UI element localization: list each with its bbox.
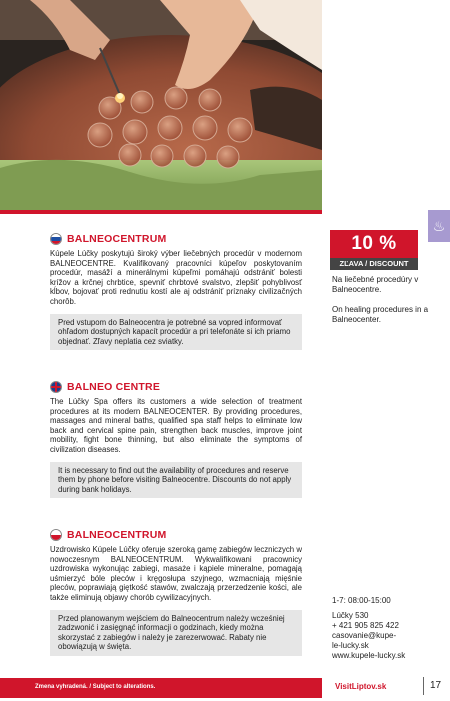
discount-badge xyxy=(330,230,418,270)
section-note: Pred vstupom do Balneocentra je potrebné sa vopred informovať ohľadom dostupných kapacít procedúr a pri telefonáte si ich priamo objednať. Zľavy neplatia cez sviatky. xyxy=(50,314,302,351)
contact-address: Lúčky 530 xyxy=(332,611,369,620)
discount-note-sk: Na liečebné procedúry v Balneocentre. xyxy=(332,275,419,294)
contact-email-line1[interactable]: casovanie@kupe- xyxy=(332,631,397,640)
section-slovak xyxy=(50,232,302,350)
footer-bar xyxy=(0,678,322,698)
discount-percent: 10 % xyxy=(330,230,418,258)
section-tab xyxy=(428,210,450,242)
hero-photo xyxy=(0,0,322,210)
uk-flag-icon xyxy=(50,381,62,393)
contact-phone[interactable]: + 421 905 825 422 xyxy=(332,621,399,630)
contact-hours: 1-7: 08:00-15:00 xyxy=(332,596,391,605)
spa-icon: ♨ xyxy=(432,217,446,234)
contact-email-line2[interactable]: le-lucky.sk xyxy=(332,641,369,650)
footer-disclaimer: Zmena vyhradená. / Subject to alterations. xyxy=(35,684,156,690)
section-body: The Lúčky Spa offers its customers a wide selection of treatment procedures at its modern BALNEOCENTER. By providing procedures, massages and mineral baths, qualified spa staff helps to eliminate low back and cervical spine pain, strengthen back muscles, improve joint mobility, fight bone thinning, but also eliminate the symptoms of civilization diseases. xyxy=(50,397,302,454)
cupping-treatment-image xyxy=(0,0,322,210)
section-polish xyxy=(50,528,302,656)
page-number: 17 xyxy=(430,680,442,691)
section-body: Kúpele Lúčky poskytujú široký výber liečebných procedúr v modernom BALNEOCENTRE. Kvalifikovaný pracovníci kúpeľov poskytovaním procedúr, masáží a minerálnymi kúpeľmi pomáhajú odstrániť bolesti krížov a krčnej chrbtice, spevniť chrbtové svalstvo, zlepšiť pohyblivosť kĺbov, bojovať proti rednutiu kostí ale aj odstrániť príznaky civilizačných chorôb. xyxy=(50,249,302,306)
photo-accent-bar xyxy=(0,210,322,214)
slovak-flag-icon xyxy=(50,233,62,245)
polish-flag-icon xyxy=(50,529,62,541)
section-title: BALNEOCENTRUM xyxy=(67,529,167,541)
section-body: Uzdrowisko Kúpele Lúčky oferuje szeroką gamę zabiegów leczniczych w nowoczesnym BALNEOCENTRUM. Wykwalifikowani pracownicy uzdrowiska wykonując zabiegi, masaże i kąpiele mineralne, pomagają uśmierzyć bóle pleców i kręgosłupa szyjnego, wzmacniają mięśnie pleców, poprawiają giętkość stawów, zwalczają przerzedzenie kości, ale także eliminują objawy chorób cywilizacyjnych. xyxy=(50,545,302,602)
contact-website[interactable]: www.kupele-lucky.sk xyxy=(332,651,406,660)
discount-note-en: On healing procedures in a Balneocenter. xyxy=(332,305,429,324)
section-title: BALNEO CENTRE xyxy=(67,381,161,393)
section-note: It is necessary to find out the availability of procedures and reserve them by phone before visiting Balneocentre. Discounts do not apply during bank holidays. xyxy=(50,462,302,499)
footer-site-link[interactable]: VisitLiptov.sk xyxy=(335,682,387,691)
section-note: Przed planowanym wejściem do Balneocentrum należy wcześniej zadzwonić i zasięgnąć informacji o godzinach, kiedy można skorzystać z zabiegów i należy je zarezerwować. Rabaty nie obowiązują w święta. xyxy=(50,610,302,656)
section-title: BALNEOCENTRUM xyxy=(67,233,167,245)
discount-label: ZĽAVA / DISCOUNT xyxy=(330,258,418,270)
footer-divider xyxy=(423,677,424,695)
section-english xyxy=(50,380,302,498)
